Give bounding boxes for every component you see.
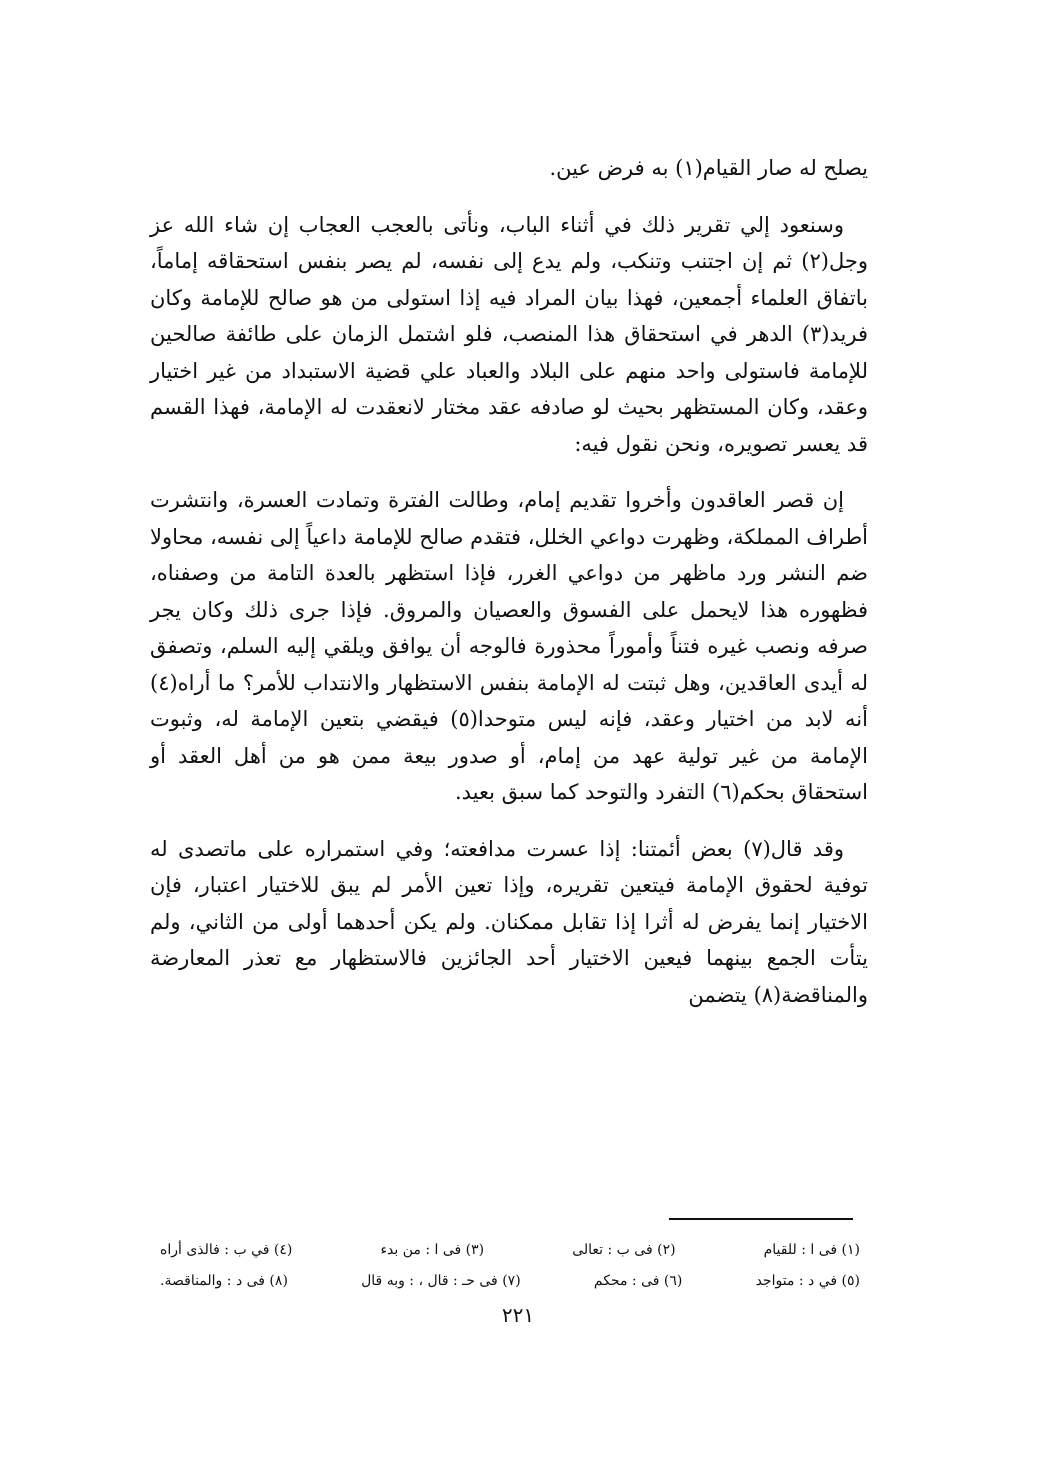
footnote-7: (٧) فى حـ : قال ، : وبه قال — [361, 1273, 521, 1289]
footnote-2: (٢) فى ب : تعالى — [572, 1242, 676, 1258]
footnote-divider — [669, 1218, 853, 1220]
footnotes — [160, 1235, 860, 1297]
footnote-8: (٨) فى د : والمناقصة. — [160, 1273, 288, 1289]
paragraph-2: وسنعود إلي تقرير ذلك في أثناء الباب، ونأتى بالعجب العجاب إن شاء الله عز وجل(٢) ثم إن اجتنب وتنكب، ولم يدع إلى نفسه، لم يصر بنفس استحقاقه إماماً، باتفاق العلماء أجمعين، فهذا بيان المراد فيه إذا استولى من هو صالح للإمامة وكان فريد(٣) الدهر في استحقاق هذا المنصب، فلو اشتمل الزمان على طائفة صالحين للإمامة فاستولى واحد منهم على البلاد والعباد علي قضية الاستبداد من غير اختيار وعقد، وكان المستظهر بحيث لو صادفه عقد مختار لانعقدت له الإمامة، فهذا القسم قد يعسر تصويره، ونحن نقول فيه: — [150, 212, 868, 456]
footnote-5: (٥) في د : متواجد — [755, 1273, 860, 1289]
paragraph-4: وقد قال(٧) بعض أئمتنا: إذا عسرت مدافعته؛ وفي استمراره على ماتصدى له توفية لحقوق الإمامة فيتعين تقريره، وإذا تعين الأمر لم يبق للاختيار اعتبار، فإن الاختيار إنما يفرض له أثرا إذا تقابل ممكنان. ولم يكن أحدهما أولى من الثاني، ولم يتأت الجمع بينهما فيعين الاختيار أحد الجائزين فالاستظهار مع تعذر المعارضة والمناقضة(٨) يتضمن — [150, 836, 868, 1007]
footnote-row-2 — [160, 1266, 860, 1297]
footnote-3: (٣) فى ا : من بدء — [380, 1242, 485, 1258]
page-number: ٢٢١ — [501, 1303, 535, 1327]
footnote-row-1 — [160, 1235, 860, 1266]
footnote-1: (١) فى ا : للقيام — [763, 1242, 860, 1258]
paragraph-3: إن قصر العاقدون وأخروا تقديم إمام، وطالت الفترة وتمادت العسرة، وانتشرت أطراف المملكة، وظهرت دواعي الخلل، فتقدم صالح للإمامة داعياً إلى نفسه، محاولا ضم النشر ورد ماظهر من دواعي الغرر، فإذا استظهر بالعدة التامة من وصفناه، فظهوره هذا لايحمل على الفسوق والعصيان والمروق. فإذا جرى ذلك وكان يجر صرفه ونصب غيره فتناً وأموراً محذورة فالوجه أن يوافق ويلقي إليه السلم، وتصفق له أيدى العاقدين، وهل ثبتت له الإمامة بنفس الاستظهار والانتداب للأمر؟ ما أراه(٤) أنه لابد من اختيار وعقد، فإنه ليس متوحدا(٥) فيقضي بتعين الإمامة له، وثبوت الإمامة من غير تولية عهد من إمام، أو صدور بيعة ممن هو من أهل العقد أو استحقاق بحكم(٦) التفرد والتوحد كما سبق بعيد. — [150, 488, 868, 804]
footnote-4: (٤) في ب : فالذى أراه — [160, 1242, 293, 1258]
page-body — [150, 150, 868, 1013]
paragraph-1: يصلح له صار القيام(١) به فرض عين. — [549, 156, 868, 180]
footnote-6: (٦) فى : محكم — [593, 1273, 683, 1289]
